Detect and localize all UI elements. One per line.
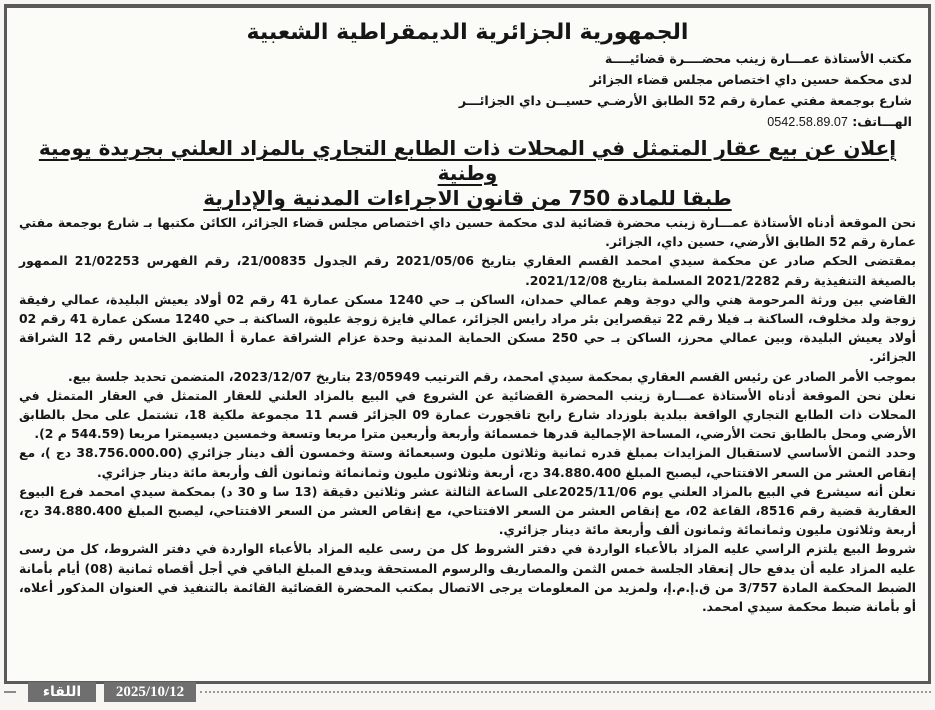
office-phone-row (19, 111, 912, 133)
office-name: مكتب الأستاذة عمـــارة زينب محضــــرة قضائيــــة (604, 51, 912, 66)
paragraph-parties: القاضي بين ورثة المرحومة هني والي دوجة وهم عمالي حمدان، الساكن بـ حي 1240 مسكن عمارة 41 رقم 02 أولاد يعيش البليدة، عمالي رفيقة زوجة ولد مخلوف، الساكنة بـ فيلا رقم 22 تيقصراين بئر مراد رايس الجزائر، عمالي فايزة زوجة عليوة، الساكنة بـ حي 1240 مسكن عمارة 41 رقم 02 أولاد يعيش البليدة، وبين عمالي محرز، الساكن بـ حي 250 مسكن الحماية المدنية وحدة عزام الشراقة عمارة أ الطابق الخامس رقم 12 الشراقة الجزائر. (19, 291, 917, 365)
phone-label: الهـــاتف: (852, 114, 912, 129)
office-court: لدى محكمة حسين داي اختصاص مجلس قضاء الجزائر (589, 72, 912, 87)
phone-number: 0542.58.89.07 (767, 115, 848, 129)
newspaper-label: اللقاء (28, 682, 96, 702)
paragraph-auction-date: نعلن أنه سيشرع في البيع بالمزاد العلني يوم 2025/11/06على الساعة الثالثة عشر وثلاثين دقيقة (13 سا و 30 د) بمحكمة سيدي امحمد فرع البيوع العقارية قضية رقم 8516، القاعة 02، مع إنقاص العشر من السعر الافتتاحي، مع إنقاص العشر من السعر الافتتاحي، ليصبح المبلغ 34.880.400 دج، أربعة وثلاثون مليون وثمانمائة وثمانون ألف وأربعة مائة دينار جزائري. (19, 483, 917, 538)
notice-body (19, 213, 916, 616)
paragraph-intro: نحن الموقعة أدناه الأستاذة عمـــارة زينب محضرة قضائية لدى محكمة حسين داي اختصاص مجلس قضاء الجزائر، الكائن مكتبها بـ شارع بوجمعة مفتي عمارة رقم 52 الطابق الأرضي، حسين داي، الجزائر. (19, 215, 916, 250)
paragraph-property: نعلن نحن الموقعة أدناه الأستاذة عمـــارة زينب المحضرة القضائية عن الشروع في البيع بالمزاد العلني للعقار المتمثل في العقار المتمثل في المحلات ذات الطابع التجاري الواقعة ببلدية بلوزداد شارع رابح تاقجورت عمارة 09 الجزائر قسم 11 مجموعة ملكية 18، تشتمل على محل بالطابق الأرضي ومحل بالطابق تحت الأرضي، المساحة الإجمالية قدرها خمسمائة وأربعة وأربعين مترا مربعا وتسعة وخمسين ديسيمترا مربعا (544.59 م 2). (19, 387, 916, 442)
notice-title-line-1: إعلان عن بيع عقار المتمثل في المحلات ذات الطابع التجاري بالمزاد العلني بجريدة يومية وطنية (38, 136, 897, 185)
paragraph-price: وحدد الثمن الأساسي لاستقبال المزايدات بمبلغ قدره ثمانية وثلاثون مليون وسبعمائة وستة وخمسون ألف دينار جزائري (38.756.000.00 دج )، مع إنقاص العشر من السعر الافتتاحي، ليصبح المبلغ 34.880.400 دج، أربعة وثلاثون مليون وثمانمائة وثمانون ألف وأربعة مائة دينار جزائري. (19, 445, 916, 480)
notice-title-line-2: طبقا للمادة 750 من قانون الاجراءات المدنية والإدارية (203, 186, 732, 210)
paragraph-judgment: بمقتضى الحكم صادر عن محكمة سيدي امحمد القسم العقاري بتاريخ 2021/05/06 رقم الجدول 21/00835، رقم الفهرس 21/02253 الممهور بالصيغة التنفيذية رقم 2021/2282 المسلمة بتاريخ 2021/12/08. (19, 253, 916, 288)
republic-heading: الجمهورية الجزائرية الديمقراطية الشعبية (246, 20, 689, 45)
publication-date: 2025/10/12 (104, 682, 196, 702)
paragraph-order: بموجب الأمر الصادر عن رئيس القسم العقاري بمحكمة سيدي امحمد، رقم الترتيب 23/05949 بتاريخ 2023/12/07، المتضمن تحديد جلسة بيع. (68, 368, 916, 384)
office-block (19, 48, 916, 133)
footer-lead-line (4, 691, 16, 693)
notice-content (7, 8, 928, 616)
notice-frame (4, 4, 931, 684)
footer-bar (4, 681, 931, 703)
footer-dotted-line (200, 691, 931, 693)
paragraph-conditions: شروط البيع يلتزم الراسي عليه المزاد بالأعباء الواردة في دفتر الشروط كل من رسى عليه المزاد بالأعباء الواردة في دفتر الشروط، كل من رسى عليه المزاد عليه أن يدفع حال إنعقاد الجلسة خمس الثمن والمصاريف والرسوم المستحقة ويدفع المبلغ الباقي في أجل أقصاه ثمانية (08) أيام بأمانة الضبط المحكمة المادة 3/757 من ق.إ.م.إ، ولمزيد من المعلومات يرجى الاتصال بمكتب المحضرة القضائية القائمة بالتنفيذ في العنوان المذكور أعلاه، أو بأمانة ضبط محكمة سيدي امحمد. (19, 541, 916, 615)
notice-title (19, 136, 916, 211)
office-address: شارع بوجمعة مفتي عمارة رقم 52 الطابق الأرضـي حسيــن داي الجزائـــر (458, 93, 912, 108)
